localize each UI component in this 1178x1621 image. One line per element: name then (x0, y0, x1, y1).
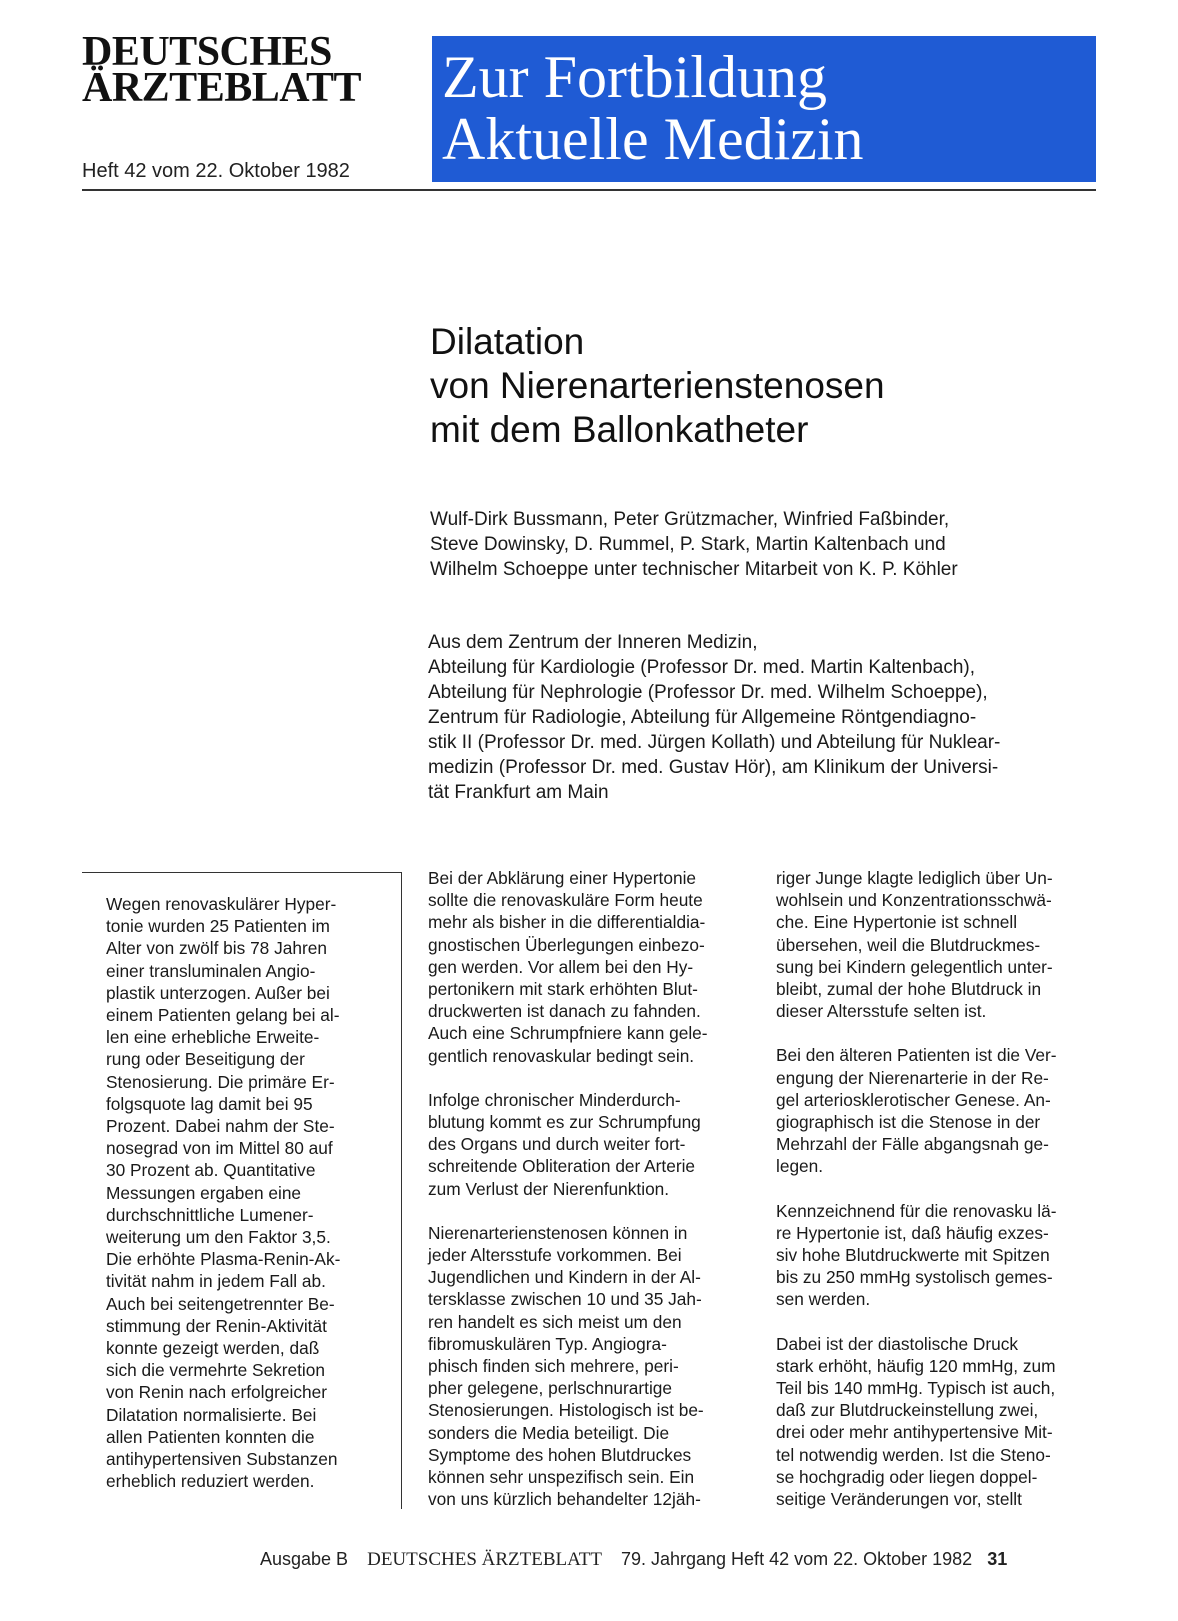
page-number: 31 (987, 1549, 1008, 1569)
paragraph: Dabei ist der diastolische Druck stark erhöht, häufig 120 mmHg, zum Teil bis 140 mmHg. Typisch ist auch, daß zur Blutdruckeinstellung zwei, drei oder mehr antihypertensive Mit- tel notwendig werden. Ist die Steno- se hochgradig oder liegen doppel- seitige Veränderungen vor, stellt (776, 1333, 1056, 1510)
page-footer (260, 1549, 1007, 1571)
affiliation-line: Abteilung für Kardiologie (Professor Dr. med. Martin Kaltenbach), (428, 657, 976, 678)
paragraph: Infolge chronischer Minderdurch- blutung kommt es zur Schrumpfung des Organs und durch weiter fort- schreitende Obliteration der Arterie zum Verlust der Nierenfunktion. (428, 1089, 701, 1199)
masthead-line-2: ÄRZTEBLATT (82, 65, 361, 111)
affiliation-line: Zentrum für Radiologie, Abteilung für Allgemeine Röntgendiagno- (428, 707, 977, 728)
paragraph: Bei den älteren Patienten ist die Ver- engung der Nierenarterie in der Re- gel arteriosklerotischer Genese. An- giographisch ist die Stenose in der Mehrzahl der Fälle abgangsnah ge- legen. (776, 1045, 1057, 1177)
header-rule (82, 189, 1096, 191)
issue-date: Heft 42 vom 22. Oktober 1982 (82, 160, 350, 182)
title-line-2: von Nierenarterienstenosen (430, 365, 885, 406)
paragraph: riger Junge klagte lediglich über Un- wohlsein und Konzentrationsschwä- che. Eine Hypertonie ist schnell übersehen, weil die Blutdruckmes- sung bei Kindern gelegentlich unter- bleibt, zumal der hohe Blutdruck in dieser Altersstufe selten ist. (776, 868, 1053, 1022)
author-line: Wilhelm Schoeppe unter technischer Mitarbeit von K. P. Köhler (430, 559, 958, 580)
affiliation-line: Aus dem Zentrum der Inneren Medizin, (428, 632, 758, 653)
banner-line-1: Zur Fortbildung (442, 44, 827, 110)
article-title (430, 320, 885, 452)
masthead-line-1: DEUTSCHES (82, 29, 332, 75)
affiliation-line: tät Frankfurt am Main (428, 782, 609, 803)
title-line-3: mit dem Ballonkatheter (430, 409, 809, 450)
affiliation (428, 630, 1098, 805)
affiliation-line: stik II (Professor Dr. med. Jürgen Kollath) und Abteilung für Nuklear- (428, 732, 1001, 753)
footer-edition: Ausgabe B (260, 1549, 349, 1569)
abstract-box (82, 872, 402, 1509)
author-line: Wulf-Dirk Bussmann, Peter Grützmacher, Winfried Faßbinder, (430, 509, 950, 530)
paragraph: Bei der Abklärung einer Hypertonie sollte die renovaskuläre Form heute mehr als bisher in die differentialdia- gnostischen Überlegungen einbezo- gen werden. Vor allem bei den Hy- pertonikern mit stark erhöhten Blut- druckwerten ist danach zu fahnden. Auch eine Schrumpfniere kann gele- gentlich renovaskular bedingt sein. (428, 868, 708, 1066)
body-column-2 (428, 867, 750, 1532)
section-banner (432, 36, 1096, 182)
banner-line-2: Aktuelle Medizin (442, 106, 864, 172)
paragraph: Nierenarterienstenosen können in jeder Altersstufe vorkommen. Bei Jugendlichen und Kindern in der Al- tersklasse zwischen 10 und 35 Jah- ren handelt es sich meist um den fibromuskulären Typ. Angiogra- phisch finden sich mehrere, peri- pher gelegene, perlschnurartige Stenosierungen. Histologisch ist be- sonders die Media beteiligt. Die Symptome des hohen Blutdruckes können sehr unspezifisch sein. Ein von uns kürzlich behandelter 12jäh- (428, 1222, 704, 1510)
masthead-logo (82, 29, 412, 111)
footer-brand: DEUTSCHES ÄRZTEBLATT (367, 1549, 602, 1570)
title-line-1: Dilatation (430, 321, 585, 362)
affiliation-line: Abteilung für Nephrologie (Professor Dr. med. Wilhelm Schoeppe), (428, 682, 988, 703)
footer-volume: 79. Jahrgang Heft 42 vom 22. Oktober 1982 (620, 1549, 973, 1569)
body-column-3 (776, 867, 1098, 1532)
affiliation-line: medizin (Professor Dr. med. Gustav Hör), am Klinikum der Universi- (428, 757, 999, 778)
author-line: Steve Dowinsky, D. Rummel, P. Stark, Martin Kaltenbach und (430, 534, 946, 555)
paragraph: Kennzeichnend für die renovasku lä- re Hypertonie ist, daß häufig exzes- siv hohe Blutdruckwerte mit Spitzen bis zu 250 mmHg systolisch gemes- sen werden. (776, 1200, 1057, 1310)
abstract-text: Wegen renovaskulärer Hyper- tonie wurden 25 Patienten im Alter von zwölf bis 78 Jahren einer transluminalen Angio- plastik unterzogen. Außer bei einem Patienten gelang bei al- len eine erhebliche Erweite- rung oder Beseitigung der Stenosierung. Die primäre Er- folgsquote lag damit bei 95 Prozent. Dabei nahm der Ste- nosegrad von im Mittel 80 auf 30 Prozent ab. Quantitative Messungen ergaben eine durchschnittliche Lumener- weiterung um den Faktor 3,5. Die erhöhte Plasma-Renin-Ak- tivität nahm in jedem Fall ab. Auch bei seitengetrennter Be- stimmung der Renin-Aktivität konnte gezeigt werden, daß sich die vermehrte Sekretion von Renin nach erfolgreicher Dilatation normalisierte. Bei allen Patienten konnten die antihypertensiven Substanzen erheblich reduziert werden. (106, 894, 341, 1492)
author-list (430, 507, 1090, 582)
